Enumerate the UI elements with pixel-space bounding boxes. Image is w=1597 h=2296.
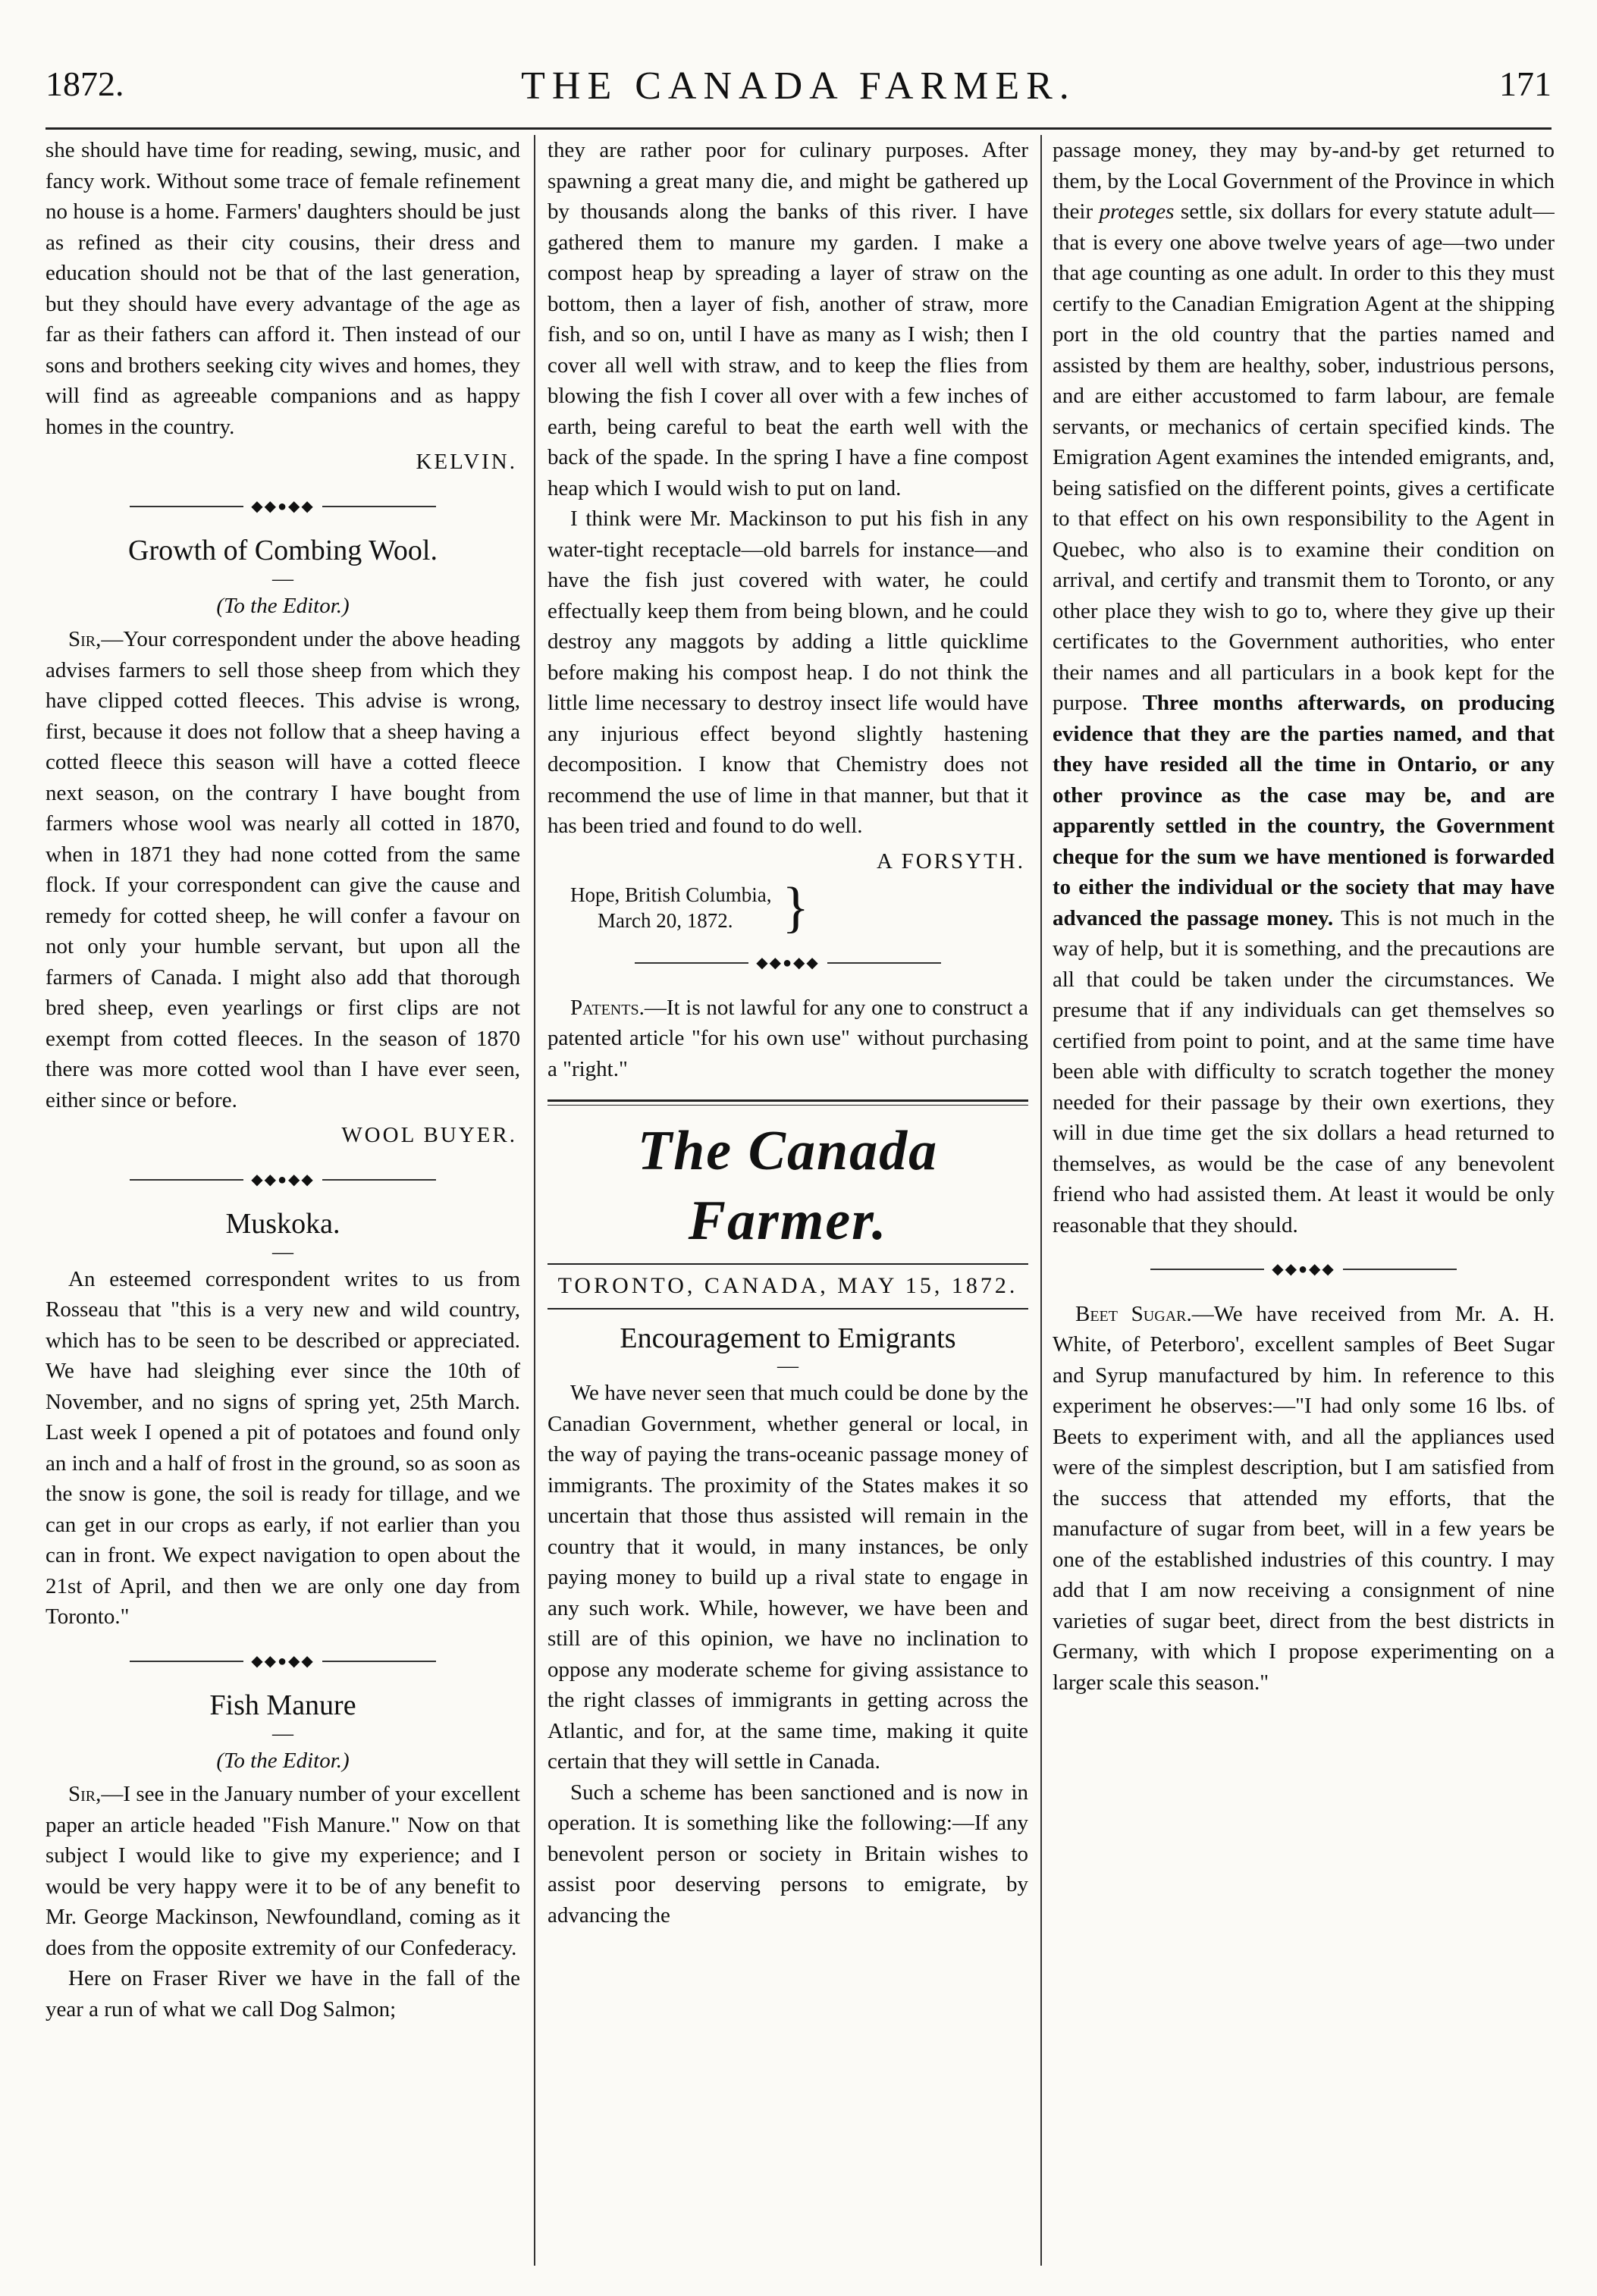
heading-dash: — bbox=[272, 1721, 293, 1746]
separator-ornament: ◆◆●◆◆ bbox=[1053, 1254, 1555, 1285]
emphasis: proteges bbox=[1099, 199, 1175, 224]
paragraph-lead: Patents. bbox=[570, 995, 645, 1020]
article-text bbox=[547, 993, 1028, 1085]
editorial-dateline: TORONTO, CANADA, MAY 15, 1872. bbox=[547, 1263, 1028, 1310]
article-text bbox=[1053, 135, 1555, 1241]
heading-dash: — bbox=[272, 566, 293, 591]
masthead bbox=[35, 64, 1562, 117]
article-subheading: (To the Editor.) bbox=[216, 1748, 350, 1773]
section-rule bbox=[547, 1099, 1028, 1106]
editorial-nameplate: The Canada Farmer. bbox=[637, 1120, 939, 1252]
article-text bbox=[45, 624, 520, 1115]
separator-ornament: ◆◆●◆◆ bbox=[45, 1646, 520, 1677]
heading-dash: — bbox=[272, 1240, 293, 1264]
article-text: she should have time for reading, sewing, music, and fancy work. Without some trace of female refinement no house is a home. Farmers' daughters should be just as refined as their city cousins, their dress and education should not be that of the last generation, but they should have every advantage of the age as far as their fathers can afford it. Then instead of our sons and brothers seeking city wives and homes, they will find as agreeable companions and as happy homes in the country. bbox=[45, 138, 520, 439]
article-body: This is not much in the way of help, but it is something, and the precautions are all that could be taken under the circumstances. We presume that if any individuals can get themselves so certified from point to point, and at the same time have been able with difficulty to scratch together the money needed for their passage by their own exertions, they will in due time get the six dollars a head returned to themselves, as would be the case of any benevolent friend who had assisted them. At least it would be only reasonable that they should. bbox=[1053, 905, 1555, 1237]
article-heading: Growth of Combing Wool. bbox=[128, 535, 438, 566]
column-3 bbox=[1053, 135, 1555, 2281]
article-body: settle, six dollars for every statute adult—that is every one above twelve years of age—two under that age counting as one adult. In order to this they must certify to the Canadian Emigration Agent at the shipping port in the old country that the parties named and assisted by them are healthy, sober, industrious persons, and are either accustomed to farm labour, are female servants, or mechanics of certain specified kinds. The Emigration Agent examines the intended emigrants, and, being satisfied on the different points, gives a certificate to that effect on his own responsibility to the Agent in Quebec, who also is to examine their condition on arrival, and certify and transmit them to Toronto, or any other place they wish to go to, where they give up their certificates to the Government authorities, who enter their names and all particulars in a book kept for the purpose. bbox=[1053, 199, 1555, 715]
article-text: We have never seen that much could be done by the Canadian Government, whether general or local, in the way of paying the trans-oceanic passage money of immigrants. The proximity of the States makes it so uncertain that those thus assisted will remain in the country that it would, in many instances, be only paying money to build up a rival state to engage in any such work. While, however, we have been and still are of this opinion, we have no inclination to oppose any moderate scheme for giving assistance to the right classes of immigrants in getting across the Atlantic, and for, at the same time, making it quite certain that they will settle in Canada. bbox=[547, 1381, 1028, 1774]
page-number: 171 bbox=[1499, 64, 1552, 103]
bold-passage: Three months afterwards, on producing evidence that they are the parties named, and that they have resided all the time in Ontario, or any other province as the case may be, and are apparently settled in the country, the Government cheque for the sum we have mentioned is forwarded to either the individual or the society that may have advanced the passage money. bbox=[1053, 691, 1555, 930]
separator-ornament: ◆◆●◆◆ bbox=[45, 1165, 520, 1196]
article-text: Such a scheme has been sanctioned and is now in operation. It is something like the following:—If any benevolent person or society in Britain wishes to assist poor deserving persons to emigrate, by advancing the bbox=[547, 1780, 1028, 1927]
article-text: Here on Fraser River we have in the fall of the year a run of what we call Dog Salmon; bbox=[45, 1966, 520, 2022]
masthead-title: THE CANADA FARMER. bbox=[521, 64, 1076, 108]
signature: WOOL BUYER. bbox=[341, 1123, 517, 1147]
paragraph-lead: Beet Sugar. bbox=[1075, 1301, 1192, 1326]
article-body: —It is not lawful for any one to construct a patented article "for his own use" without purchasing a "right." bbox=[547, 995, 1028, 1081]
column-2 bbox=[547, 135, 1028, 2281]
article-subheading: (To the Editor.) bbox=[216, 593, 350, 618]
signature: KELVIN. bbox=[416, 450, 517, 474]
article-body: —I see in the January number of your excellent paper an article headed "Fish Manure." Now on that subject I would like to give my experience; and I would be very happy were it to be of any benefit to Mr. George Mackinson, Newfoundland, coming as it does from the opposite extremity of our Confederacy. bbox=[45, 1782, 520, 1960]
article-heading: Muskoka. bbox=[225, 1208, 340, 1240]
separator-ornament: ◆◆●◆◆ bbox=[547, 948, 1028, 979]
article-text: I think were Mr. Mackinson to put his fish in any water-tight receptacle—old barrels for instance—and have the fish just covered with water, he could effectually keep them from being blown, and he could destroy any maggots by adding a little quicklime before making his compost heap. I do not think the little lime necessary to destroy insect life would have any injurious effect beyond slightly hastening decomposition. I know that Chemistry does not recommend the use of lime in that manner, but that it has been tried and found to do well. bbox=[547, 507, 1028, 838]
salutation: Sir, bbox=[68, 627, 102, 651]
article-heading: Encouragement to Emigrants bbox=[620, 1322, 956, 1354]
article-body: passage money, they may by-and-by get returned to them, by the Local Government of the Province in which their bbox=[1053, 138, 1555, 224]
article-text bbox=[45, 1779, 520, 1963]
signature: A FORSYTH. bbox=[877, 848, 1025, 874]
article-body: —Your correspondent under the above heading advises farmers to sell those sheep from which they have clipped cotted fleeces. This advise is wrong, first, because it does not follow that a sheep having a cotted fleece this season will have a cotted fleece next season, on the contrary I have bought from farmers whose wool was nearly all cotted in 1870, when in 1871 they had none cotted from the same flock. If your correspondent can give the cause and remedy for cotted sheep, he will confer a favour on not only your humble servant, but upon all the farmers of Canada. I might also add that thorough bred sheep, even yearlings or first clips are not exempt from cotted fleeces. In the season of 1870 there was more cotted wool than I have ever seen, either since or before. bbox=[45, 627, 520, 1112]
article-body: —We have received from Mr. A. H. White, of Peterboro', excellent samples of Beet Sugar and Syrup manufactured by him. In reference to this experiment he observes:—"I had only some 16 lbs. of Beets to experiment with, and all the appliances used were of the simplest description, but I am satisfied from the success that attended my efforts, that the manufacture of sugar from beet, will in a few years be one of the established industries of this country. I may add that I am now receiving a consignment of nine varieties of sugar beet, direct from the best districts in Germany, with which I propose experimenting on a larger scale this season." bbox=[1053, 1301, 1555, 1695]
article-text: they are rather poor for culinary purposes. After spawning a great many die, and might be gathered up by thousands along the banks of this river. I have gathered them to manure my garden. I make a compost heap by spreading a layer of straw on the bottom, then a layer of fish, another of straw, more fish, and so on, until I have as many as I wish; then I cover all well with straw, and to keep the flies from blowing the fish I cover all over with a few inches of earth, being careful to beat the earth well with the back of the spade. In the spring I have a fine compost heap which I would wish to put on land. bbox=[547, 138, 1028, 500]
date-line: March 20, 1872. bbox=[598, 909, 733, 932]
column-divider bbox=[1040, 135, 1042, 2266]
separator-ornament: ◆◆●◆◆ bbox=[45, 491, 520, 522]
salutation: Sir, bbox=[68, 1782, 102, 1806]
brace-glyph: } bbox=[782, 877, 810, 939]
column-divider bbox=[534, 135, 535, 2266]
column-1 bbox=[45, 135, 520, 2281]
article-heading: Fish Manure bbox=[209, 1689, 356, 1721]
heading-dash: — bbox=[777, 1354, 798, 1378]
dateline-place bbox=[570, 877, 1028, 939]
place-line: Hope, British Columbia, bbox=[570, 883, 772, 906]
masthead-year: 1872. bbox=[45, 64, 124, 103]
masthead-rule bbox=[45, 127, 1552, 130]
article-text bbox=[1053, 1299, 1555, 1698]
article-text: An esteemed correspondent writes to us from Rosseau that "this is a very new and wild country, which has to be seen to be described or appreciated. We have had sleighing ever since the 10th of November, and no signs of spring yet, 25th March. Last week I opened a pit of potatoes and found only an inch and a half of frost in the ground, so as soon as the snow is gone, the soil is ready for tillage, and we can get in our crops as early, if not earlier than you can in front. We expect navigation to open about the 21st of April, and then we are only one day from Toronto." bbox=[45, 1266, 520, 1629]
